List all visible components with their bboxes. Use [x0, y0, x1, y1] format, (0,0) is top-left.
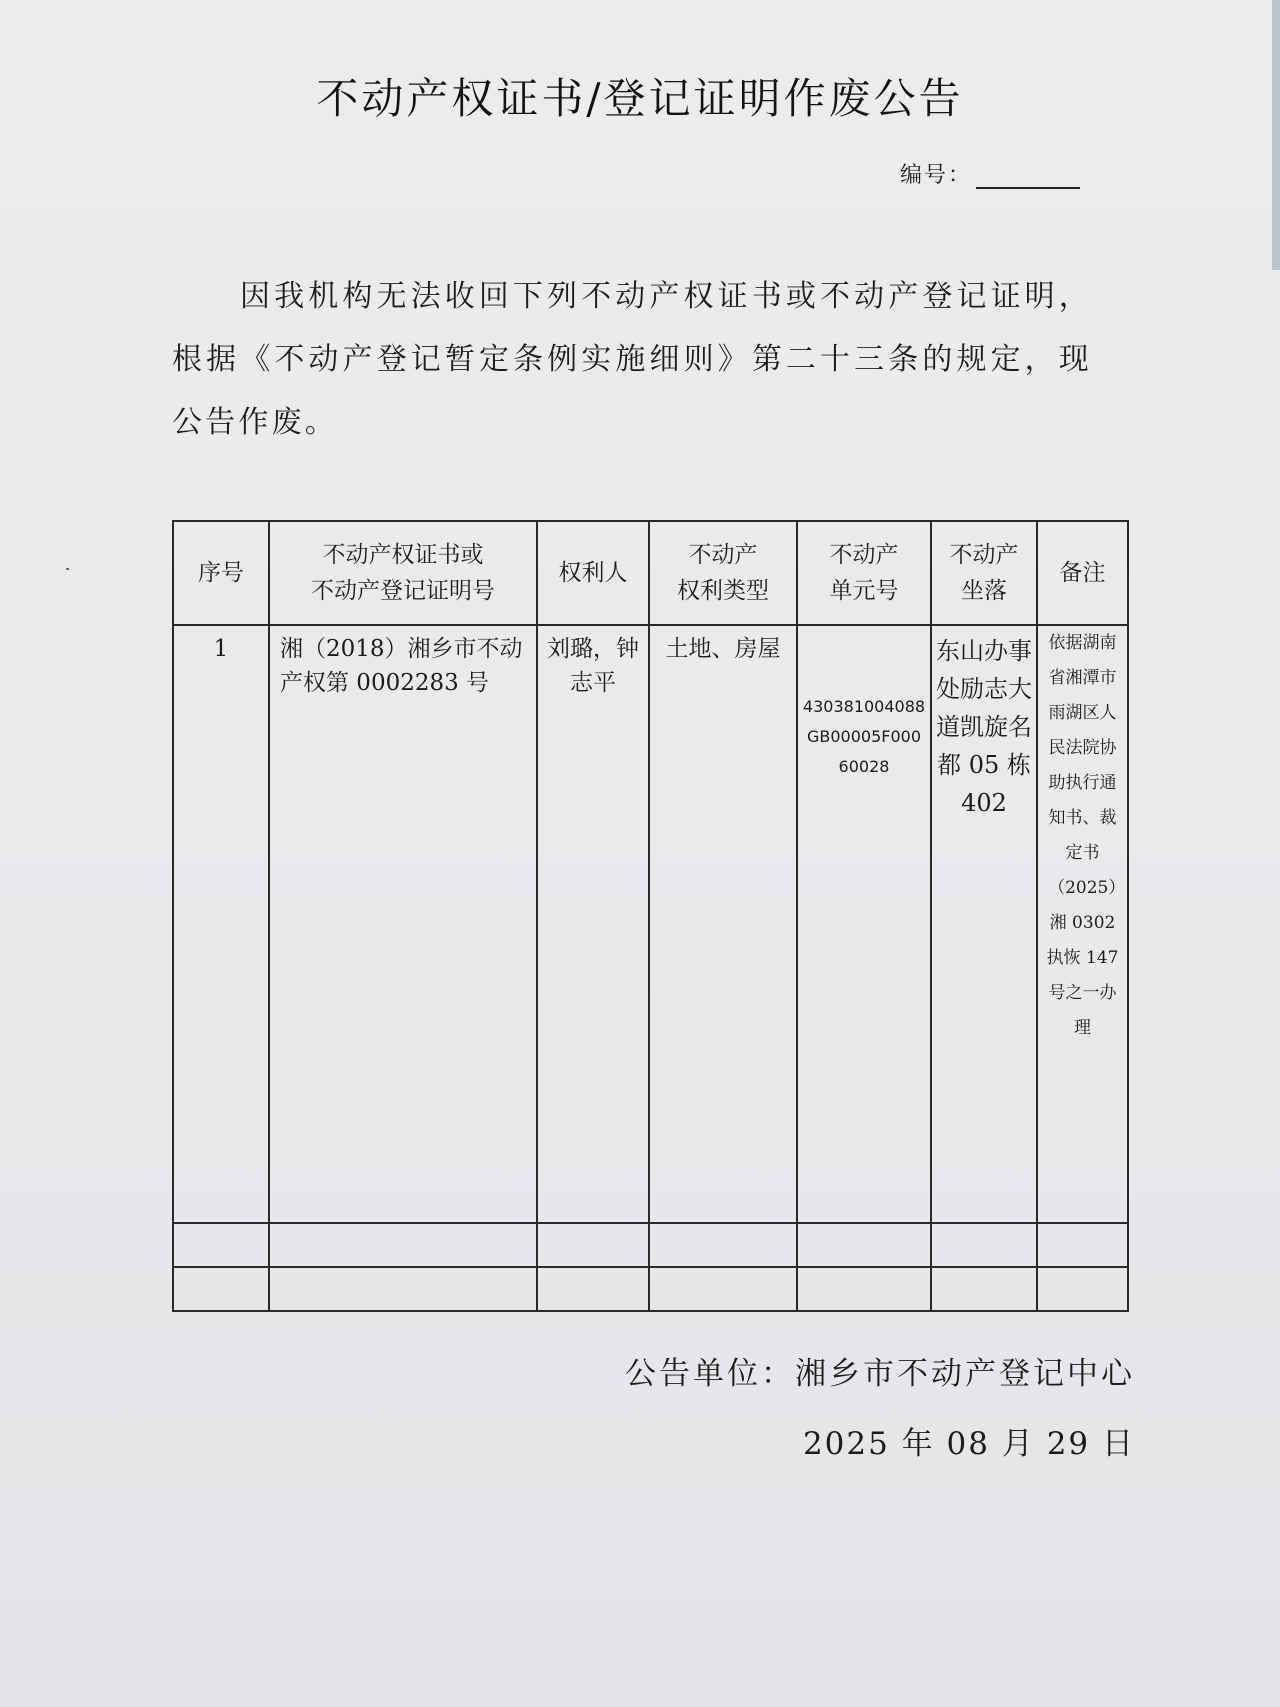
table-header-row — [173, 521, 1128, 625]
notice-body: 因我机构无法收回下列不动产权证书或不动产登记证明，根据《不动产登记暂定条例实施细则》第二十三条的规定，现公告作废。 — [172, 279, 1092, 440]
paper-speck — [66, 568, 69, 570]
cell-location: 东山办事处励志大道凯旋名都 05 栋 402 — [931, 625, 1037, 1223]
header-unit-no: 不动产 单元号 — [797, 521, 931, 625]
cell-index: 1 — [173, 625, 269, 1223]
paper-edge — [1272, 0, 1280, 270]
cell-unit-no — [797, 625, 931, 1223]
serial-blank-line — [976, 167, 1080, 189]
header-location: 不动产 坐落 — [931, 521, 1037, 625]
cell-right-type: 土地、房屋 — [649, 625, 797, 1223]
cell-remark: 依据湖南省湘潭市雨湖区人民法院协助执行通知书、裁定书（2025）湘 0302 执恢 147 号之一办理 — [1037, 625, 1128, 1223]
table-row-empty — [173, 1267, 1128, 1311]
cell-holder: 刘璐，钟志平 — [537, 625, 649, 1223]
serial-number — [900, 158, 1080, 189]
cell-cert-no: 湘（2018）湘乡市不动产权第 0002283 号 — [269, 625, 537, 1223]
header-remark: 备注 — [1037, 521, 1128, 625]
serial-label: 编号： — [900, 163, 973, 188]
notice-title: 不动产权证书/登记证明作废公告 — [316, 74, 964, 123]
issuing-unit: 公告单位：湘乡市不动产登记中心 — [625, 1356, 1135, 1392]
unit-no-text: 430381004088GB00005F00060028 — [802, 697, 926, 776]
header-right-type: 不动产 权利类型 — [649, 521, 797, 625]
header-holder: 权利人 — [537, 521, 649, 625]
header-index: 序号 — [173, 521, 269, 625]
void-certificate-table — [172, 520, 1129, 1312]
table-row-empty — [173, 1223, 1128, 1267]
header-cert-no: 不动产权证书或 不动产登记证明号 — [269, 521, 537, 625]
table-row — [173, 625, 1128, 1223]
issue-date: 2025 年 08 月 29 日 — [802, 1426, 1135, 1462]
